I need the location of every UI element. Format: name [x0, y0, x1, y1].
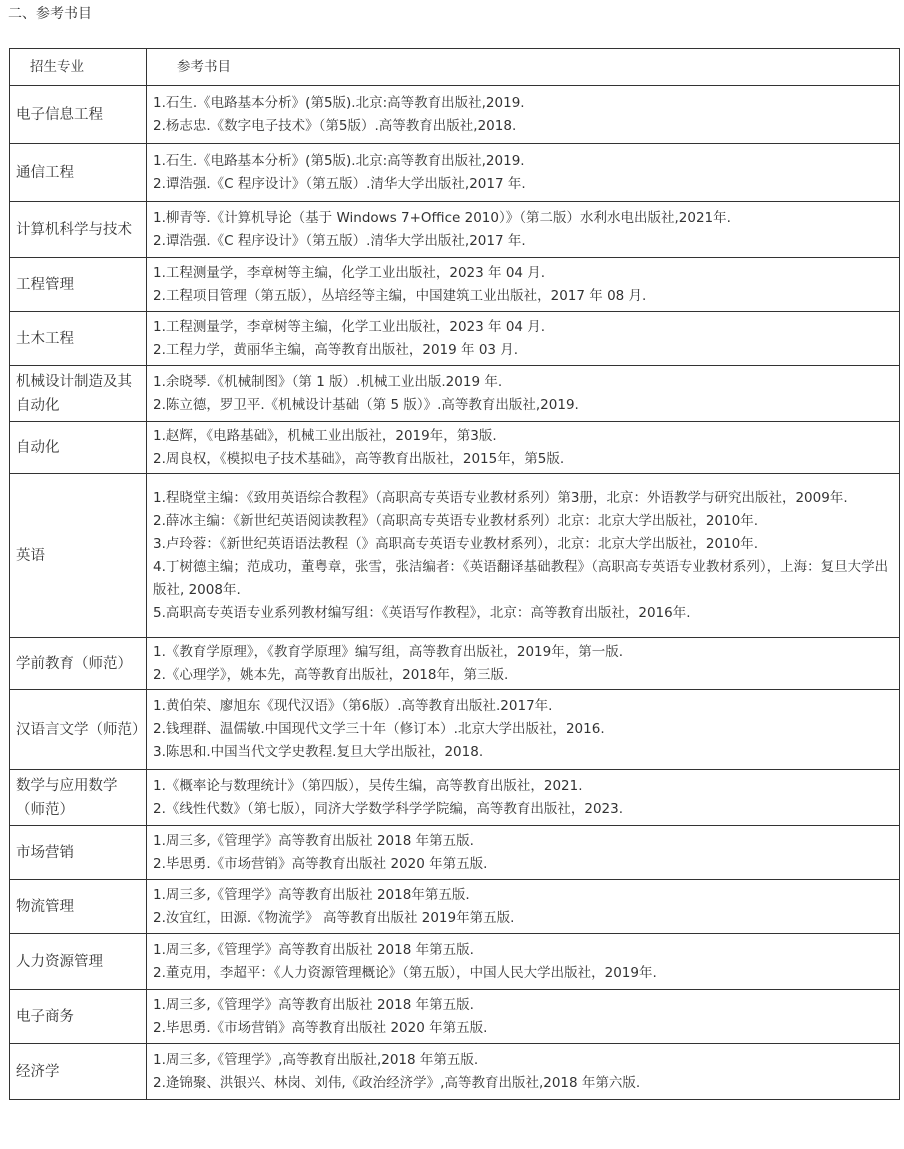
book-entry: 2.逄锦聚、洪银兴、林岗、刘伟,《政治经济学》,高等教育出版社,2018 年第六版. [153, 1074, 641, 1091]
table-row [10, 366, 900, 422]
books-cell [147, 366, 900, 422]
books-cell [147, 422, 900, 474]
book-entry: 1.程晓堂主编：《致用英语综合教程》（高职高专英语专业教材系列）第3册，北京：外语教学与研究出版社，2009年. [153, 489, 848, 506]
books-cell [147, 826, 900, 880]
header-books: 参考书目 [147, 49, 900, 86]
table-row [10, 258, 900, 312]
table-row [10, 826, 900, 880]
book-entry: 2.周良权，《模拟电子技术基础》，高等教育出版社，2015年，第5版. [153, 450, 565, 467]
books-cell [147, 638, 900, 690]
section-heading: 二、参考书目 [8, 6, 92, 22]
major-cell: 汉语言文学（师范） [10, 690, 147, 770]
book-entry: 2.毕思勇.《市场营销》高等教育出版社 2020 年第五版. [153, 1019, 488, 1036]
table-row [10, 144, 900, 202]
book-entry: 1.黄伯荣、廖旭东《现代汉语》（第6版）.高等教育出版社.2017年. [153, 698, 553, 714]
table-row [10, 934, 900, 990]
books-cell [147, 690, 900, 770]
book-entry: 2.董克用，李超平：《人力资源管理概论》（第五版），中国人民大学出版社，2019年. [153, 964, 657, 981]
major-cell: 市场营销 [10, 826, 147, 880]
major-cell: 电子信息工程 [10, 86, 147, 144]
major-cell: 英语 [10, 474, 147, 638]
table-row [10, 880, 900, 934]
books-cell [147, 990, 900, 1044]
book-entry: 2.《心理学》，姚本先，高等教育出版社，2018年，第三版. [153, 666, 509, 683]
book-entry: 1.《概率论与数理统计》（第四版），吴传生编，高等教育出版社，2021. [153, 777, 583, 794]
books-cell [147, 312, 900, 366]
book-entry: 1.周三多,《管理学》高等教育出版社 2018 年第五版. [153, 832, 474, 849]
book-entry: 1.柳青等.《计算机导论（基于 Windows 7+Office 2010）》（第二版）水利水电出版社,2021年. [153, 209, 731, 226]
major-cell: 自动化 [10, 422, 147, 474]
table-row [10, 312, 900, 366]
books-cell [147, 770, 900, 826]
book-entry: 2.工程力学，黄丽华主编，高等教育出版社，2019 年 03 月. [153, 341, 519, 358]
book-entry: 2.毕思勇.《市场营销》高等教育出版社 2020 年第五版. [153, 855, 488, 872]
book-entry: 2.陈立德，罗卫平.《机械设计基础（第 5 版）》.高等教育出版社,2019. [153, 396, 579, 413]
major-cell: 通信工程 [10, 144, 147, 202]
table-row [10, 422, 900, 474]
books-cell [147, 86, 900, 144]
books-cell [147, 144, 900, 202]
major-cell: 工程管理 [10, 258, 147, 312]
books-cell [147, 880, 900, 934]
book-entry: 2.钱理群、温儒敏.中国现代文学三十年（修订本）.北京大学出版社，2016. [153, 721, 605, 737]
major-cell: 物流管理 [10, 880, 147, 934]
book-entry: 1.石生.《电路基本分析》(第5版).北京:高等教育出版社,2019. [153, 152, 525, 169]
books-cell [147, 1044, 900, 1100]
major-cell: 电子商务 [10, 990, 147, 1044]
major-cell: 数学与应用数学（师范） [10, 770, 147, 826]
book-entry: 5.高职高专英语专业系列教材编写组：《英语写作教程》，北京：高等教育出版社，2016年. [153, 604, 691, 621]
book-entry: 2.谭浩强.《C 程序设计》（第五版）.清华大学出版社,2017 年. [153, 175, 526, 192]
books-cell [147, 934, 900, 990]
book-entry: 1.周三多,《管理学》,高等教育出版社,2018 年第五版. [153, 1051, 479, 1068]
major-cell: 学前教育（师范） [10, 638, 147, 690]
table-body [10, 86, 900, 1100]
table-row [10, 86, 900, 144]
major-cell: 经济学 [10, 1044, 147, 1100]
table-row [10, 1044, 900, 1100]
table-row [10, 990, 900, 1044]
book-entry: 2.《线性代数》（第七版），同济大学数学科学学院编，高等教育出版社，2023. [153, 800, 624, 817]
book-entry: 1.石生.《电路基本分析》(第5版).北京:高等教育出版社,2019. [153, 94, 525, 111]
book-entry: 2.工程项目管理（第五版），丛培经等主编，中国建筑工业出版社，2017 年 08 月. [153, 287, 647, 304]
book-entry: 3.陈思和.中国当代文学史教程.复旦大学出版社，2018. [153, 744, 484, 760]
major-cell: 土木工程 [10, 312, 147, 366]
book-entry: 1.赵辉，《电路基础》，机械工业出版社，2019年，第3版. [153, 427, 497, 444]
book-entry: 2.薛冰主编：《新世纪英语阅读教程》（高职高专英语专业教材系列）北京：北京大学出版社，2010年. [153, 512, 759, 529]
reference-books-table [9, 48, 900, 1100]
book-entry: 1.周三多,《管理学》高等教育出版社 2018 年第五版. [153, 941, 474, 958]
books-cell [147, 202, 900, 258]
table-header-row [10, 49, 900, 86]
table-row [10, 770, 900, 826]
books-cell [147, 258, 900, 312]
table-row [10, 690, 900, 770]
book-entry: 4.丁树德主编；范成功，董粤章，张雪，张洁编者：《英语翻译基础教程》（高职高专英语专业教材系列），上海：复旦大学出版社, 2008年. [153, 558, 889, 598]
table-row [10, 638, 900, 690]
major-cell: 机械设计制造及其自动化 [10, 366, 147, 422]
table-row [10, 474, 900, 638]
book-entry: 2.汝宜红，田源.《物流学》 高等教育出版社 2019年第五版. [153, 909, 515, 926]
book-entry: 1.工程测量学，李章树等主编，化学工业出版社，2023 年 04 月. [153, 264, 546, 281]
header-major: 招生专业 [10, 49, 147, 86]
book-entry: 1.周三多,《管理学》高等教育出版社 2018 年第五版. [153, 996, 474, 1013]
book-entry: 1.周三多,《管理学》高等教育出版社 2018年第五版. [153, 886, 470, 903]
book-entry: 2.谭浩强.《C 程序设计》（第五版）.清华大学出版社,2017 年. [153, 232, 526, 249]
book-entry: 3.卢玲蓉：《新世纪英语语法教程（》高职高专英语专业教材系列），北京：北京大学出版社，2010年. [153, 535, 759, 552]
book-entry: 1.余晓琴.《机械制图》（第 1 版）.机械工业出版.2019 年. [153, 373, 503, 390]
book-entry: 1.工程测量学，李章树等主编，化学工业出版社，2023 年 04 月. [153, 318, 546, 335]
books-cell [147, 474, 900, 638]
table-row [10, 202, 900, 258]
major-cell: 人力资源管理 [10, 934, 147, 990]
book-entry: 2.杨志忠.《数字电子技术》（第5版）.高等教育出版社,2018. [153, 117, 517, 134]
major-cell: 计算机科学与技术 [10, 202, 147, 258]
book-entry: 1.《教育学原理》，《教育学原理》编写组，高等教育出版社，2019年，第一版. [153, 643, 624, 660]
